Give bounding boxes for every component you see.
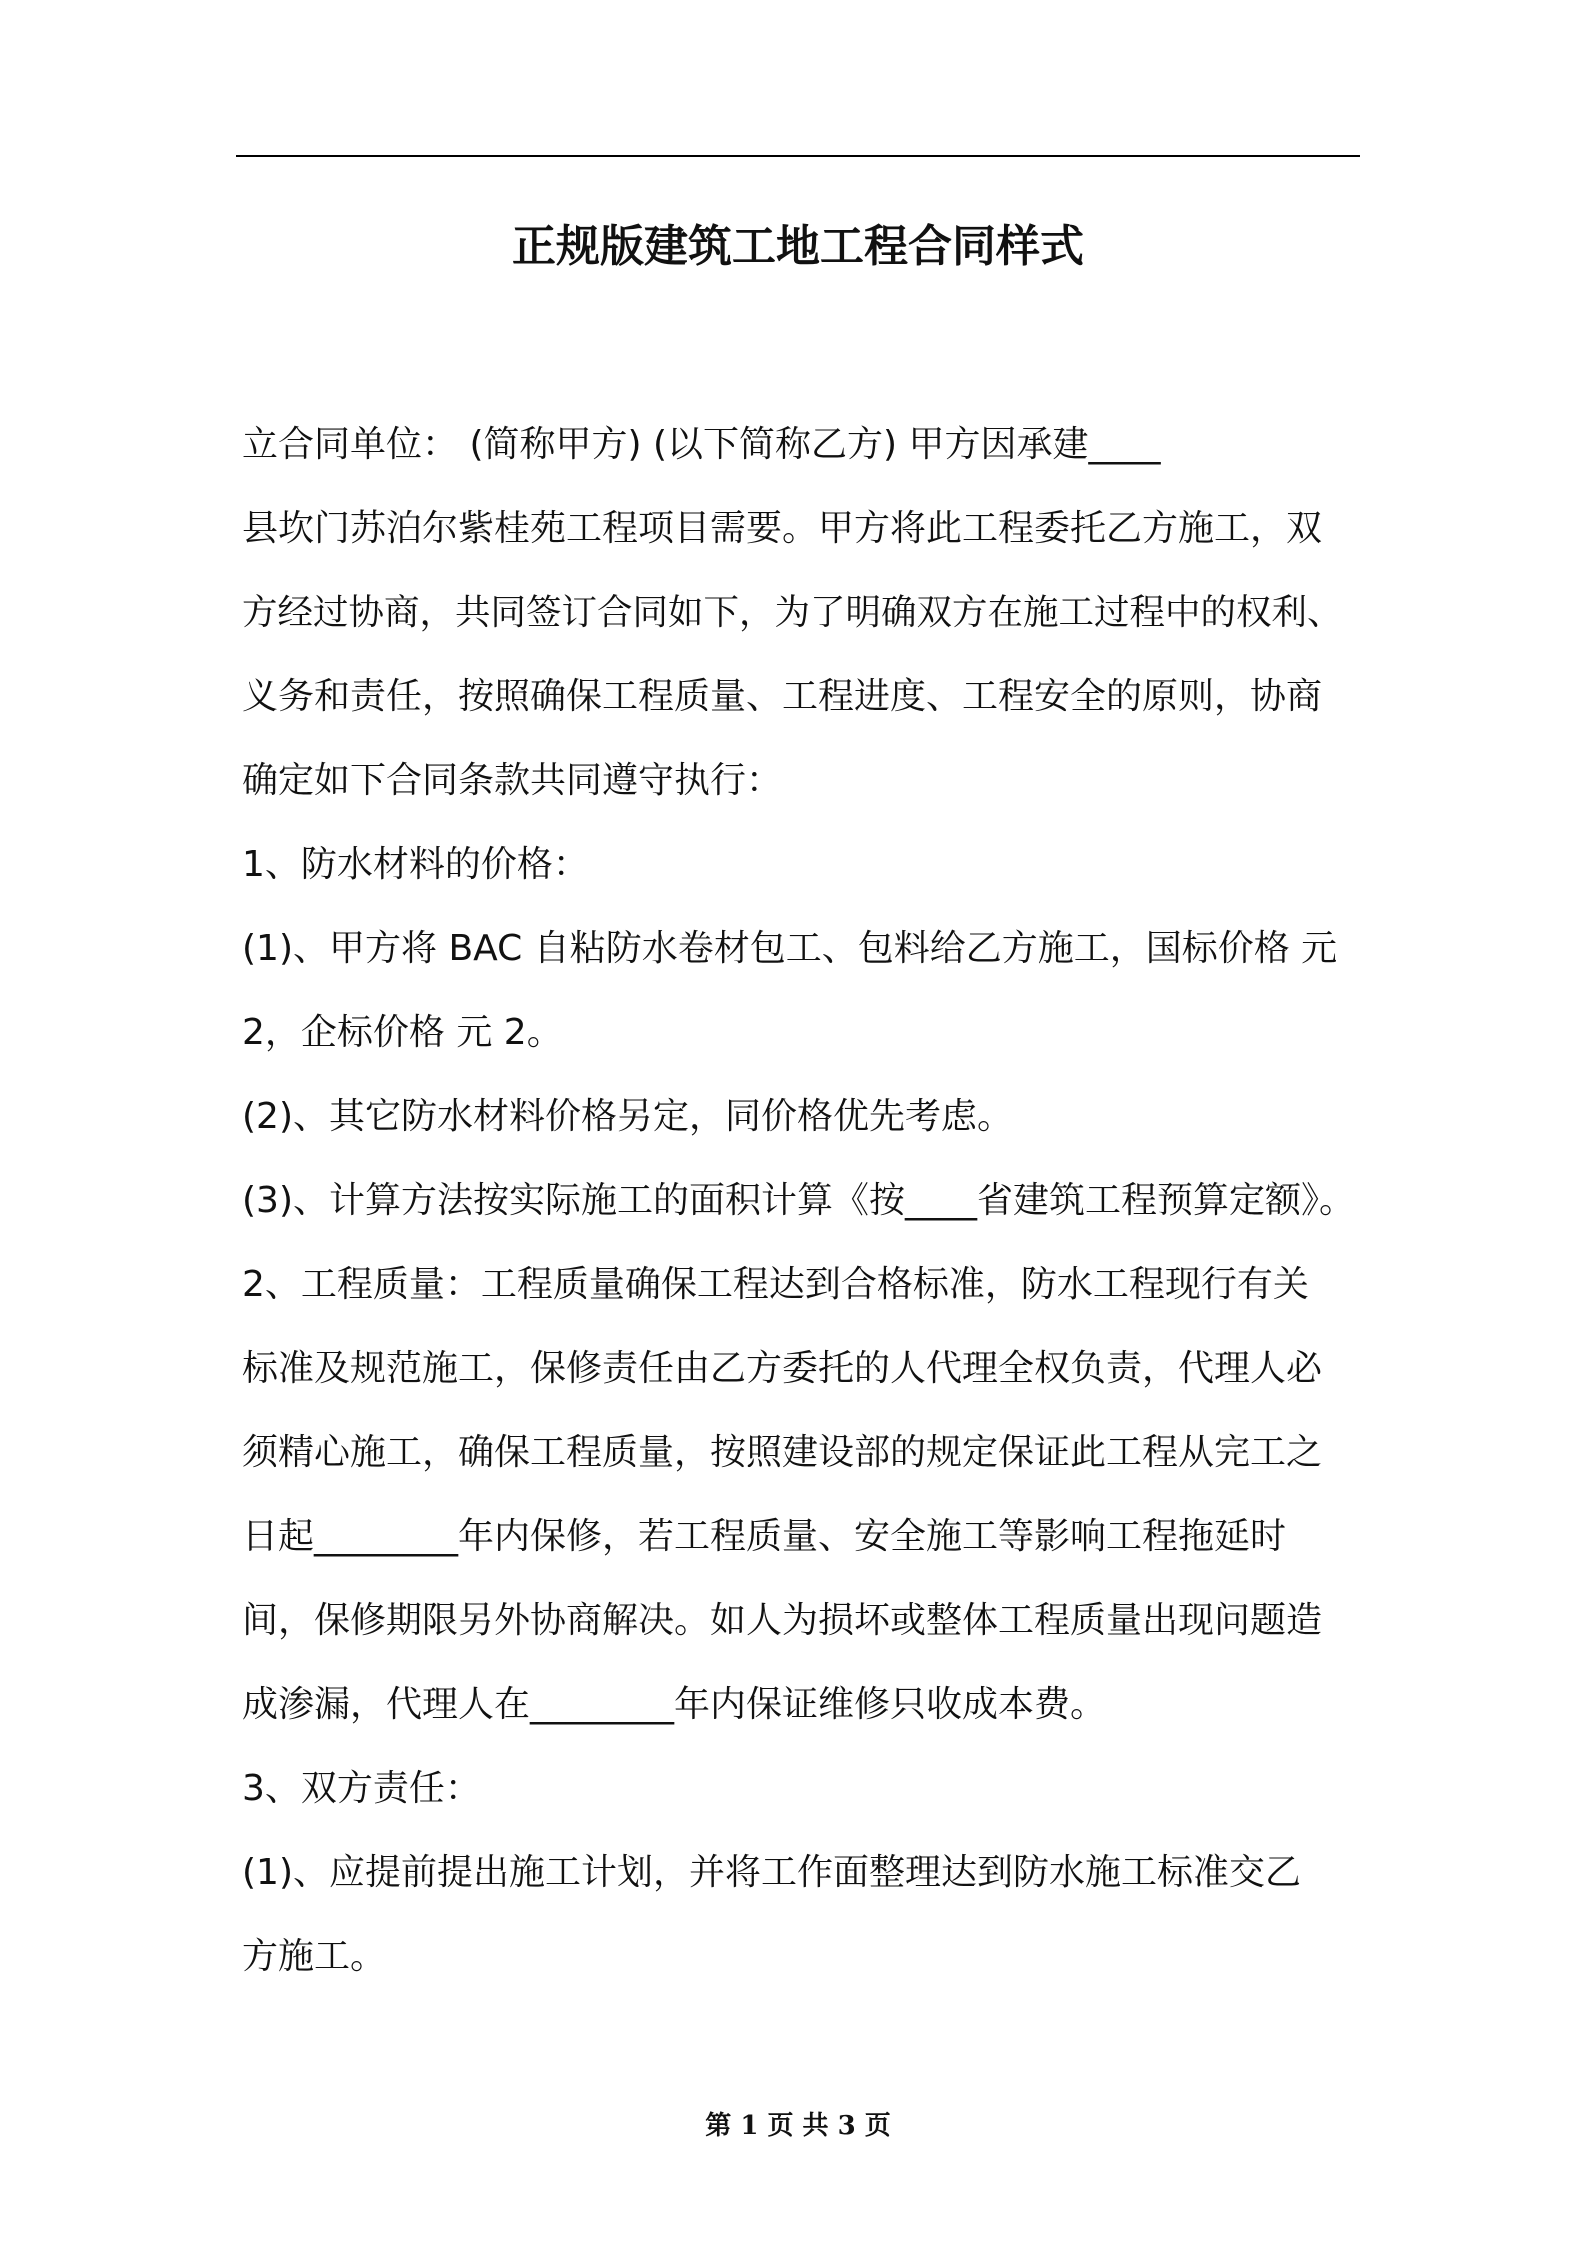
- body-line: 2，企标价格 元 2。: [242, 1012, 563, 1053]
- body-line: (3)、计算方法按实际施工的面积计算《按____省建筑工程预算定额》。: [242, 1180, 1355, 1221]
- body-line: (1)、甲方将 BAC 自粘防水卷材包工、包料给乙方施工，国标价格 元: [242, 928, 1338, 969]
- body-line: 须精心施工，确保工程质量，按照建设部的规定保证此工程从完工之: [242, 1432, 1323, 1473]
- body-line: 县坎门苏泊尔紫桂苑工程项目需要。甲方将此工程委托乙方施工，双: [242, 508, 1323, 549]
- page-footer: 第 1 页 共 3 页: [705, 2111, 891, 2141]
- body-line: 义务和责任，按照确保工程质量、工程进度、工程安全的原则，协商: [242, 676, 1323, 717]
- body-line: 方经过协商，共同签订合同如下，为了明确双方在施工过程中的权利、: [242, 592, 1343, 633]
- body-line: 成渗漏，代理人在________年内保证维修只收成本费。: [242, 1684, 1107, 1725]
- body-line: 标准及规范施工，保修责任由乙方委托的人代理全权负责，代理人必: [242, 1348, 1323, 1389]
- body-line: 日起________年内保修，若工程质量、安全施工等影响工程拖延时: [242, 1516, 1287, 1557]
- document-body: [242, 403, 1357, 1999]
- section-heading: 2、工程质量：工程质量确保工程达到合格标准，防水工程现行有关: [242, 1264, 1309, 1305]
- header-rule: [236, 155, 1360, 157]
- body-line: (1)、应提前提出施工计划，并将工作面整理达到防水施工标准交乙: [242, 1852, 1301, 1893]
- body-line: 立合同单位： (简称甲方) (以下简称乙方) 甲方因承建____: [242, 424, 1161, 465]
- body-line: 方施工。: [242, 1936, 387, 1977]
- page-title: 正规版建筑工地工程合同样式: [512, 221, 1084, 272]
- section-heading: 1、防水材料的价格：: [242, 844, 589, 885]
- section-heading: 3、双方责任：: [242, 1768, 481, 1809]
- body-line: 间，保修期限另外协商解决。如人为损坏或整体工程质量出现问题造: [242, 1600, 1323, 1641]
- body-line: 确定如下合同条款共同遵守执行：: [242, 760, 783, 801]
- body-line: (2)、其它防水材料价格另定，同价格优先考虑。: [242, 1096, 1013, 1137]
